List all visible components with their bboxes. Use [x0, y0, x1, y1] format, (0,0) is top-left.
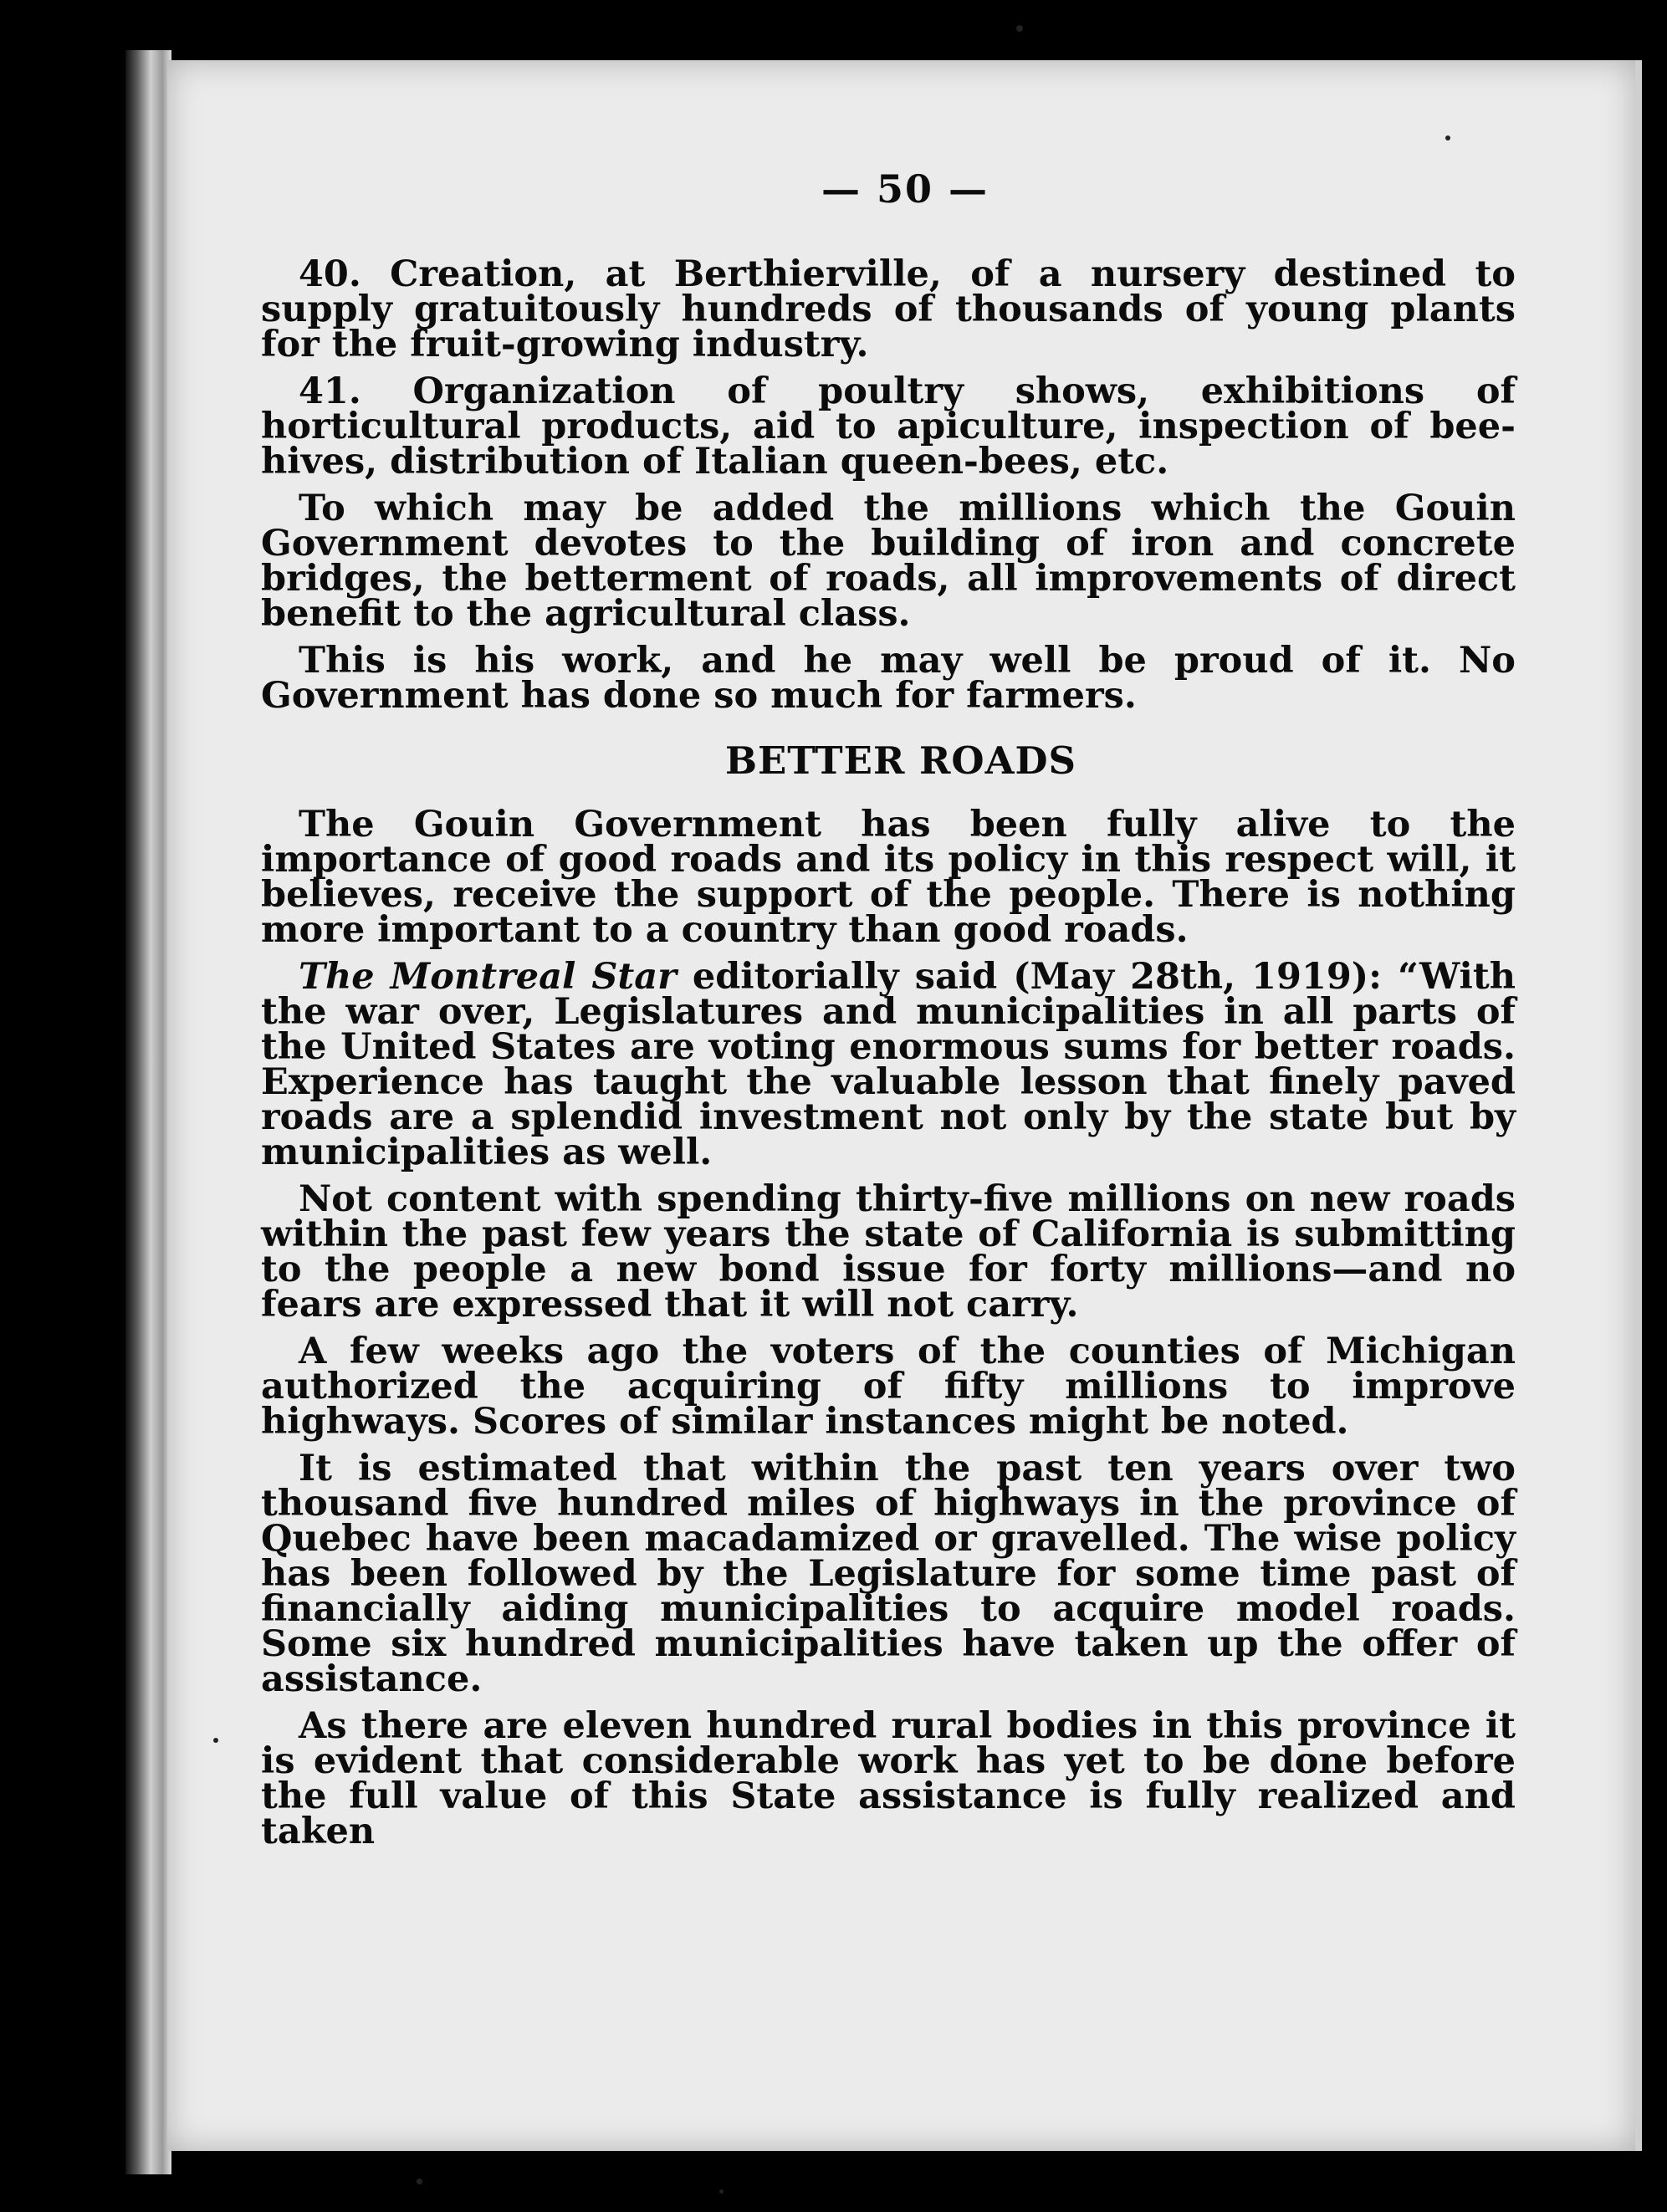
paragraph-his-work: This is his work, and he may well be proud of it. No Government has done so much for farmers. [261, 640, 1516, 717]
paragraph-millions: To which may be added the millions which the Gouin Government devotes to the building of iron and concrete bridges, the betterment of roads, all improvements of direct benefit to the agricultural class. [261, 488, 1516, 635]
paragraph-41: 41. Organization of poultry shows, exhibitions of horticultural products, aid to apiculture, inspection of bee-hives, distribution of Italian queen-bees, etc. [261, 370, 1516, 483]
page-number: — 50 — [821, 166, 989, 212]
page-text [261, 166, 1516, 1861]
scan-speck [719, 2189, 724, 2194]
page-right-edge [1635, 60, 1642, 2151]
paragraph-rural-bodies: As there are eleven hundred rural bodies in this province it is evident that considerable work has yet to be done before the full value of this State assistance is fully realized and taken [261, 1705, 1516, 1852]
paragraph-gouin-government: The Gouin Government has been fully alive to the importance of good roads and its policy in this respect will, it believes, receive the support of the people. There is nothing more important to a country than good roads. [261, 804, 1516, 951]
paragraph-40: 40. Creation, at Berthierville, of a nursery destined to supply gratuitously hundreds of thousands of young plants for the fruit-growing industry. [261, 253, 1516, 365]
scan-speck [1445, 135, 1450, 140]
paragraph-california: Not content with spending thirty-five millions on new roads within the past few years the state of California is submitting to the people a new bond issue for forty millions—and no fears are expressed that it will not carry. [261, 1178, 1516, 1326]
paragraph-montreal-star [261, 956, 1516, 1173]
paragraph-quebec-highways: It is estimated that within the past ten years over two thousand five hundred miles of highways in the province of Quebec have been macadamized or gravelled. The wise policy has been followed by the Legislature for some time past of financially aiding municipalities to acquire model roads. Some six hundred municipalities have taken up the offer of assistance. [261, 1448, 1516, 1700]
paragraph-michigan: A few weeks ago the voters of the counties of Michigan authorized the acquiring of fifty millions to improve highways. Scores of similar instances might be noted. [261, 1331, 1516, 1443]
star-quote: editorially said (May 28th, 1919): “With the war over, Legislatures and municipalities in all parts of the United States are voting enormous sums for better roads. Experience has taught the valuable lesson that finely paved roads are a splendid investment not only by the state but by municipalities as well. [261, 956, 1516, 1173]
section-heading: BETTER ROADS [724, 738, 1077, 783]
scan-speck [213, 1738, 218, 1743]
scan-speck [417, 2179, 422, 2184]
scan-speck [1016, 25, 1023, 32]
newspaper-title: The Montreal Star [299, 956, 677, 998]
book-spine-edge [125, 50, 171, 2174]
